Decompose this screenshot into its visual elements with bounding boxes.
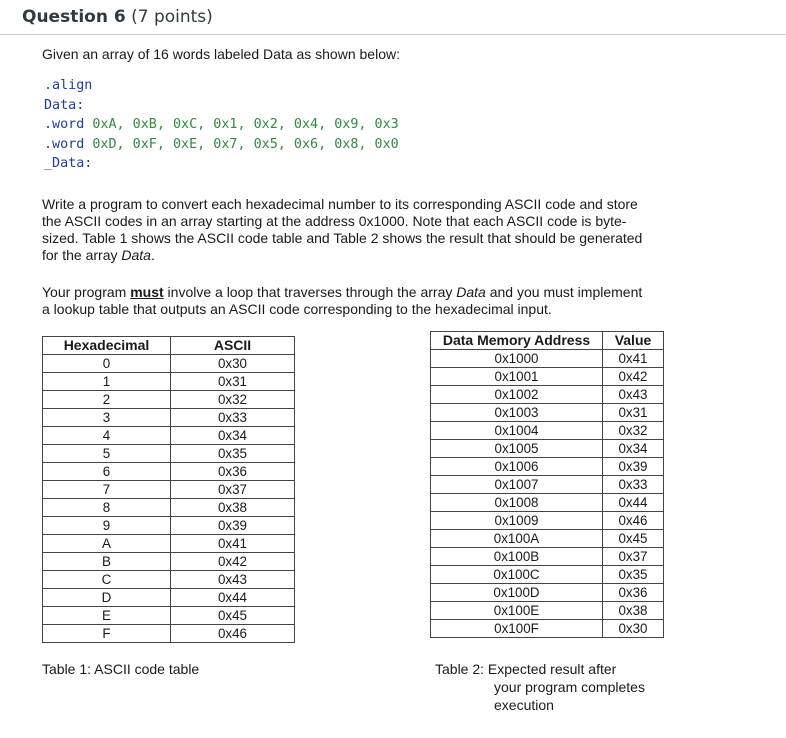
- table-cell-value: 0x31: [171, 373, 295, 391]
- table-cell-key: C: [43, 571, 171, 589]
- paragraph-2-line-2: a lookup table that outputs an ASCII code corresponding to the hexadecimal input.: [42, 301, 552, 317]
- table-row: [43, 355, 295, 373]
- table-cell-value: 0x45: [171, 607, 295, 625]
- paragraph-2-line-1: [42, 284, 642, 301]
- table-cell-key: B: [43, 553, 171, 571]
- table-cell-value: 0x36: [603, 584, 664, 602]
- table-cell-key: 0x1008: [431, 494, 603, 512]
- p2-a: Your program: [42, 284, 131, 300]
- table-row: [43, 373, 295, 391]
- table-cell-key: 0x1000: [431, 350, 603, 368]
- paragraph-2: [42, 284, 642, 318]
- table-row: [431, 350, 664, 368]
- word-directive-2: .word: [44, 136, 85, 152]
- table-cell-value: 0x43: [171, 571, 295, 589]
- table-cell-key: 0x100E: [431, 602, 603, 620]
- table-cell-value: 0x32: [603, 422, 664, 440]
- question-number: Question 6: [22, 7, 126, 27]
- data-label: Data:: [44, 97, 85, 113]
- table-row: [431, 386, 664, 404]
- table-row: [431, 440, 664, 458]
- table-cell-key: D: [43, 589, 171, 607]
- table-cell-key: 0x1001: [431, 368, 603, 386]
- p2-must: must: [130, 284, 164, 300]
- table-row: [43, 625, 295, 643]
- table-row: [43, 553, 295, 571]
- table-2-caption-line-2: your program completes: [494, 679, 645, 695]
- align-directive: .align: [44, 78, 93, 93]
- table-row: [43, 571, 295, 589]
- table-cell-value: 0x36: [171, 463, 295, 481]
- ascii-table-body: [43, 355, 295, 643]
- table-row: [43, 409, 295, 427]
- table-cell-value: 0x43: [603, 386, 664, 404]
- table-cell-key: 0x100F: [431, 620, 603, 638]
- table-cell-value: 0x33: [171, 409, 295, 427]
- table-cell-key: 0: [43, 355, 171, 373]
- table-cell-value: 0x45: [603, 530, 664, 548]
- table-row: [431, 458, 664, 476]
- table-cell-value: 0x44: [171, 589, 295, 607]
- table-row: [43, 589, 295, 607]
- table-cell-key: 6: [43, 463, 171, 481]
- table-cell-key: 0x1007: [431, 476, 603, 494]
- paragraph-1-line-3: sized. Table 1 shows the ASCII code table and Table 2 shows the result that should be generated: [42, 230, 643, 246]
- result-table-header-address: Data Memory Address: [431, 332, 603, 350]
- table-row: [43, 427, 295, 445]
- table-cell-value: 0x39: [603, 458, 664, 476]
- table-cell-key: 4: [43, 427, 171, 445]
- p1-line4-prefix: for the array: [42, 247, 122, 263]
- code-block: [44, 76, 399, 174]
- ascii-table-header-hex: Hexadecimal: [43, 337, 171, 355]
- expected-result-table: [430, 331, 664, 638]
- table-row: [43, 517, 295, 535]
- result-table-body: [431, 350, 664, 638]
- intro-text: Given an array of 16 words labeled Data as shown below:: [42, 46, 400, 62]
- table-cell-value: 0x30: [171, 355, 295, 373]
- question-points: (7 points): [131, 7, 213, 27]
- table-cell-key: 0x1009: [431, 512, 603, 530]
- table-cell-key: A: [43, 535, 171, 553]
- table-cell-key: 0x100C: [431, 566, 603, 584]
- table-cell-value: 0x37: [603, 548, 664, 566]
- paragraph-1-line-2: the ASCII codes in an array starting at the address 0x1000. Note that each ASCII code is byte-: [42, 213, 627, 229]
- table-cell-key: 7: [43, 481, 171, 499]
- table-cell-key: 9: [43, 517, 171, 535]
- table-cell-key: 0x100A: [431, 530, 603, 548]
- table-row: [43, 391, 295, 409]
- table-cell-key: 1: [43, 373, 171, 391]
- result-table-header-value: Value: [603, 332, 664, 350]
- table-cell-value: 0x46: [171, 625, 295, 643]
- table-cell-key: E: [43, 607, 171, 625]
- code-word-line-2: [44, 135, 399, 155]
- table-cell-value: 0x33: [603, 476, 664, 494]
- end-data-label: _Data:: [44, 156, 93, 171]
- table-row: [43, 445, 295, 463]
- table-cell-value: 0x31: [603, 404, 664, 422]
- p2-b: involve a loop that traverses through the array: [163, 284, 457, 300]
- word-directive-1: .word: [44, 117, 85, 132]
- table-cell-value: 0x34: [603, 440, 664, 458]
- code-end-label-line: [44, 154, 399, 174]
- table-cell-key: 0x100B: [431, 548, 603, 566]
- table-row: [431, 494, 664, 512]
- table-cell-value: 0x46: [603, 512, 664, 530]
- table-cell-key: 0x1005: [431, 440, 603, 458]
- table-cell-value: 0x39: [171, 517, 295, 535]
- paragraph-1-line-1: Write a program to convert each hexadecimal number to its corresponding ASCII code and store: [42, 196, 638, 212]
- table-cell-value: 0x37: [171, 481, 295, 499]
- table-row: [43, 499, 295, 517]
- table-cell-value: 0x41: [171, 535, 295, 553]
- ascii-table-header-ascii: ASCII: [171, 337, 295, 355]
- table-row: [43, 535, 295, 553]
- table-cell-value: 0x32: [171, 391, 295, 409]
- table-row: [431, 566, 664, 584]
- table-row: [431, 476, 664, 494]
- table-cell-key: 0x1004: [431, 422, 603, 440]
- word-values-1: 0xA, 0xB, 0xC, 0x1, 0x2, 0x4, 0x9, 0x3: [92, 117, 399, 132]
- table-row: [431, 404, 664, 422]
- paragraph-1-line-4: [42, 247, 642, 264]
- table-cell-value: 0x42: [603, 368, 664, 386]
- table-row: [431, 422, 664, 440]
- table-cell-value: 0x35: [603, 566, 664, 584]
- table-cell-value: 0x41: [603, 350, 664, 368]
- table-cell-value: 0x35: [171, 445, 295, 463]
- p2-c: and you must implement: [485, 284, 643, 300]
- table-cell-value: 0x30: [603, 620, 664, 638]
- table-cell-value: 0x34: [171, 427, 295, 445]
- table-row: [43, 463, 295, 481]
- table-row: [431, 620, 664, 638]
- code-word-line-1: [44, 115, 399, 135]
- question-title: [22, 7, 213, 27]
- table-cell-key: F: [43, 625, 171, 643]
- table-cell-key: 5: [43, 445, 171, 463]
- table-cell-key: 0x1006: [431, 458, 603, 476]
- code-data-label-line: [44, 96, 399, 116]
- table-cell-value: 0x44: [603, 494, 664, 512]
- table-cell-value: 0x42: [171, 553, 295, 571]
- table-row: [431, 584, 664, 602]
- table-2-caption: [435, 660, 645, 714]
- table-cell-value: 0x38: [171, 499, 295, 517]
- table-cell-key: 0x1002: [431, 386, 603, 404]
- table-cell-key: 2: [43, 391, 171, 409]
- table-cell-key: 3: [43, 409, 171, 427]
- table-row: [431, 512, 664, 530]
- table-row: [43, 607, 295, 625]
- p2-italic-data: Data: [456, 284, 486, 300]
- result-table-header-row: [431, 332, 664, 350]
- paragraph-1: [42, 196, 642, 264]
- table-row: [431, 530, 664, 548]
- table-row: [431, 368, 664, 386]
- table-2-caption-line-3: execution: [494, 697, 554, 713]
- p1-line4-italic: Data: [121, 247, 151, 263]
- table-1-caption: Table 1: ASCII code table: [42, 661, 200, 677]
- table-cell-key: 0x1003: [431, 404, 603, 422]
- word-values-2: 0xD, 0xF, 0xE, 0x7, 0x5, 0x6, 0x8, 0x0: [92, 136, 399, 152]
- table-row: [431, 548, 664, 566]
- table-cell-value: 0x38: [603, 602, 664, 620]
- table-2-caption-line-1: Table 2: Expected result after: [435, 661, 617, 677]
- question-header: [0, 0, 786, 35]
- table-row: [43, 481, 295, 499]
- table-cell-key: 0x100D: [431, 584, 603, 602]
- code-align-line: [44, 76, 399, 96]
- p1-line4-suffix: .: [150, 247, 155, 263]
- ascii-code-table: [42, 336, 295, 643]
- table-cell-key: 8: [43, 499, 171, 517]
- ascii-table-header-row: [43, 337, 295, 355]
- table-row: [431, 602, 664, 620]
